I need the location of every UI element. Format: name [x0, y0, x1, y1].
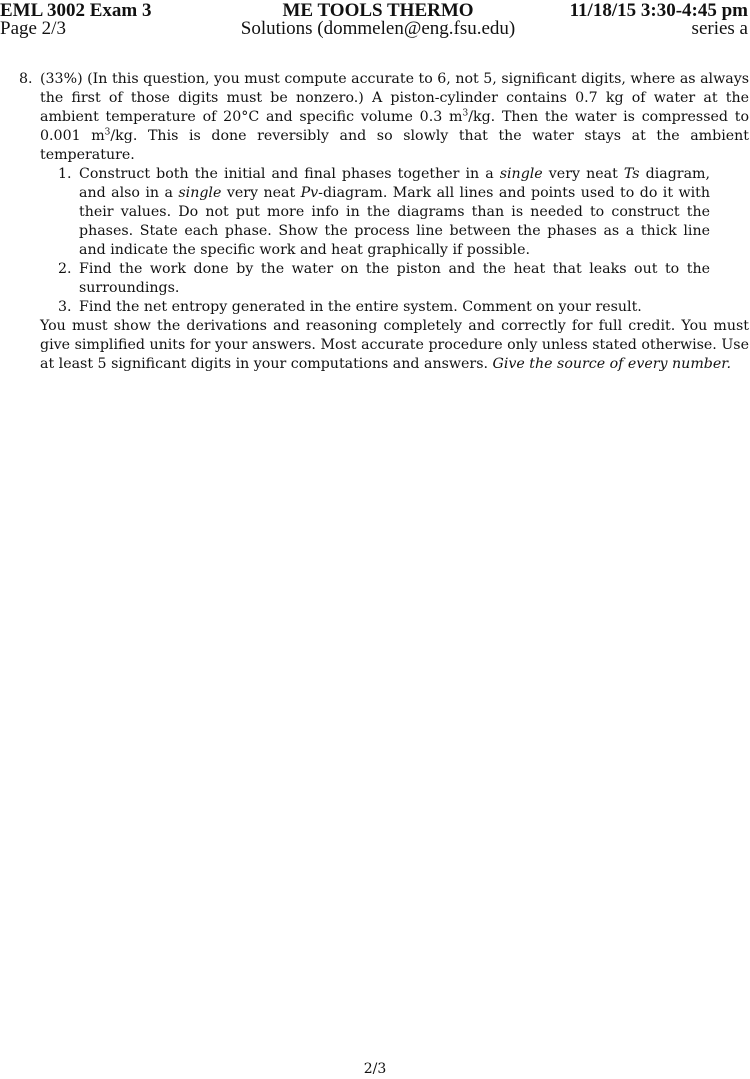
subquestion-2: 2. Find the work done by the water on the piston and the heat that leaks out to the surroundings. [58, 261, 710, 296]
exam-title: ME TOOLS THERMO [282, 0, 474, 21]
subquestion-3: 3. Find the net entropy generated in the entire system. Comment on your result. [58, 299, 642, 315]
series-label: series a [691, 18, 748, 39]
subquestion-1: 1. Construct both the initial and final phases together in a single very neat Ts diagram, and also in a single very neat Pv-diagram. Mark all lines and points used to do it with their values. Do not put more info in the diagrams than is needed to construct the phases. State each phase. Show the process line between the phases as a thick line and indicate the specific work and heat graphically if possible. [58, 166, 710, 258]
subquestion-number: 2. [58, 261, 72, 277]
instructions-paragraph: You must show the derivations and reasoning completely and correctly for full credit. You must give simplified units for your answers. Most accurate procedure only unless stated otherwise. Use at least 5 significant digits in your computations and answers. Give the source of every number. [40, 318, 749, 372]
subquestion-number: 3. [58, 299, 72, 315]
question-intro: (33%) (In this question, you must compute accurate to 6, not 5, significant digits, where as always the first of those digits must be nonzero.) A piston-cylinder contains 0.7 kg of water at the ambient temperature of 20°C and specific volume 0.3 $m^3/kg$. Then the water is compressed to 0.001 $m^3/kg$. This is done reversibly and so slowly that the water stays at the ambient temperature. [40, 71, 749, 163]
subquestion-number: 1. [58, 166, 72, 182]
solutions-subtitle: Solutions (dommelen@eng.fsu.edu) [240, 18, 516, 39]
page-label: Page 2/3 [0, 18, 66, 39]
question-8 [19, 70, 749, 374]
exam-date: 11/18/15 3:30-4:45 pm [569, 0, 748, 21]
course-title: EML 3002 Exam 3 [0, 0, 152, 21]
page-footer-number: 2/3 [363, 1061, 387, 1077]
question-number: 8. [19, 71, 33, 87]
